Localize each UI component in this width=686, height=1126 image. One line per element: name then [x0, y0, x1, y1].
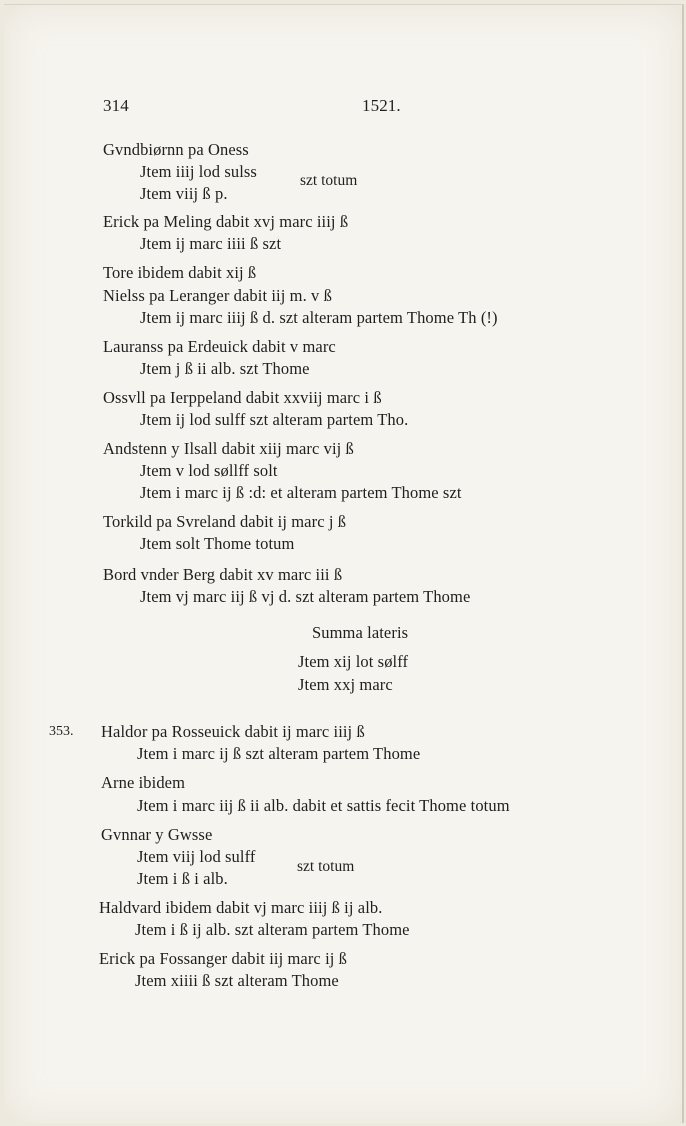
entry-item: Jtem j ß ii alb. szt Thome [140, 359, 310, 378]
entry-name: Erick pa Meling dabit xvj marc iiij ß [103, 212, 349, 231]
entry-item: Jtem i ß i alb. [137, 869, 228, 888]
page-year: 1521. [362, 96, 401, 115]
entry-name: Andstenn y Ilsall dabit xiij marc vij ß [103, 439, 354, 458]
entry-item: Jtem i marc iij ß ii alb. dabit et sattis fecit Thome totum [137, 796, 510, 815]
entry-item: Jtem ij marc iiij ß d. szt alteram partem Thome Th (!) [140, 308, 498, 327]
brace-note: szt totum [300, 172, 358, 189]
entry-item: Jtem i marc ij ß :d: et alteram partem Thome szt [140, 483, 462, 502]
entry-name: Lauranss pa Erdeuick dabit v marc [103, 337, 336, 356]
entry-item: Jtem i marc ij ß szt alteram partem Thome [137, 744, 421, 763]
entry-name: Arne ibidem [101, 773, 186, 792]
entry-name: Ossvll pa Ierppeland dabit xxviij marc i ß [103, 388, 382, 407]
entry-name: Torkild pa Svreland dabit ij marc j ß [103, 512, 347, 531]
entry-name: Haldvard ibidem dabit vj marc iiij ß ij alb. [99, 898, 383, 917]
entry-name: Erick pa Fossanger dabit iij marc ij ß [99, 949, 348, 968]
margin-number: 353. [49, 724, 74, 739]
entry-name: Gvndbiørnn pa Oness [103, 140, 249, 159]
page-number: 314 [103, 96, 129, 115]
entry-item: Jtem solt Thome totum [140, 534, 295, 553]
entry-item: Jtem i ß ij alb. szt alteram partem Thome [135, 920, 410, 939]
entry-name: Bord vnder Berg dabit xv marc iii ß [103, 565, 343, 584]
entry-name: Tore ibidem dabit xij ß [103, 263, 257, 282]
entry-item: Jtem ij lod sulff szt alteram partem Tho. [140, 410, 409, 429]
entry-item: Jtem xiiii ß szt alteram Thome [135, 971, 339, 990]
entry-item: Jtem iiij lod sulss [140, 162, 257, 181]
entry-item: Jtem v lod søllff solt [140, 461, 278, 480]
entry-item: Jtem viij ß p. [140, 184, 228, 203]
entry-item: Jtem vj marc iij ß vj d. szt alteram partem Thome [140, 587, 471, 606]
entry-name: Gvnnar y Gwsse [101, 825, 213, 844]
summa-line: Jtem xxj marc [298, 675, 393, 694]
entry-name: Haldor pa Rosseuick dabit ij marc iiij ß [101, 722, 365, 741]
brace-note: szt totum [297, 858, 355, 875]
summa-title: Summa lateris [312, 623, 409, 642]
summa-line: Jtem xij lot sølff [298, 652, 409, 671]
entry-item: Jtem ij marc iiii ß szt [140, 234, 282, 253]
entry-item: Jtem viij lod sulff [137, 847, 256, 866]
entry-name: Nielss pa Leranger dabit iij m. v ß [103, 286, 332, 305]
